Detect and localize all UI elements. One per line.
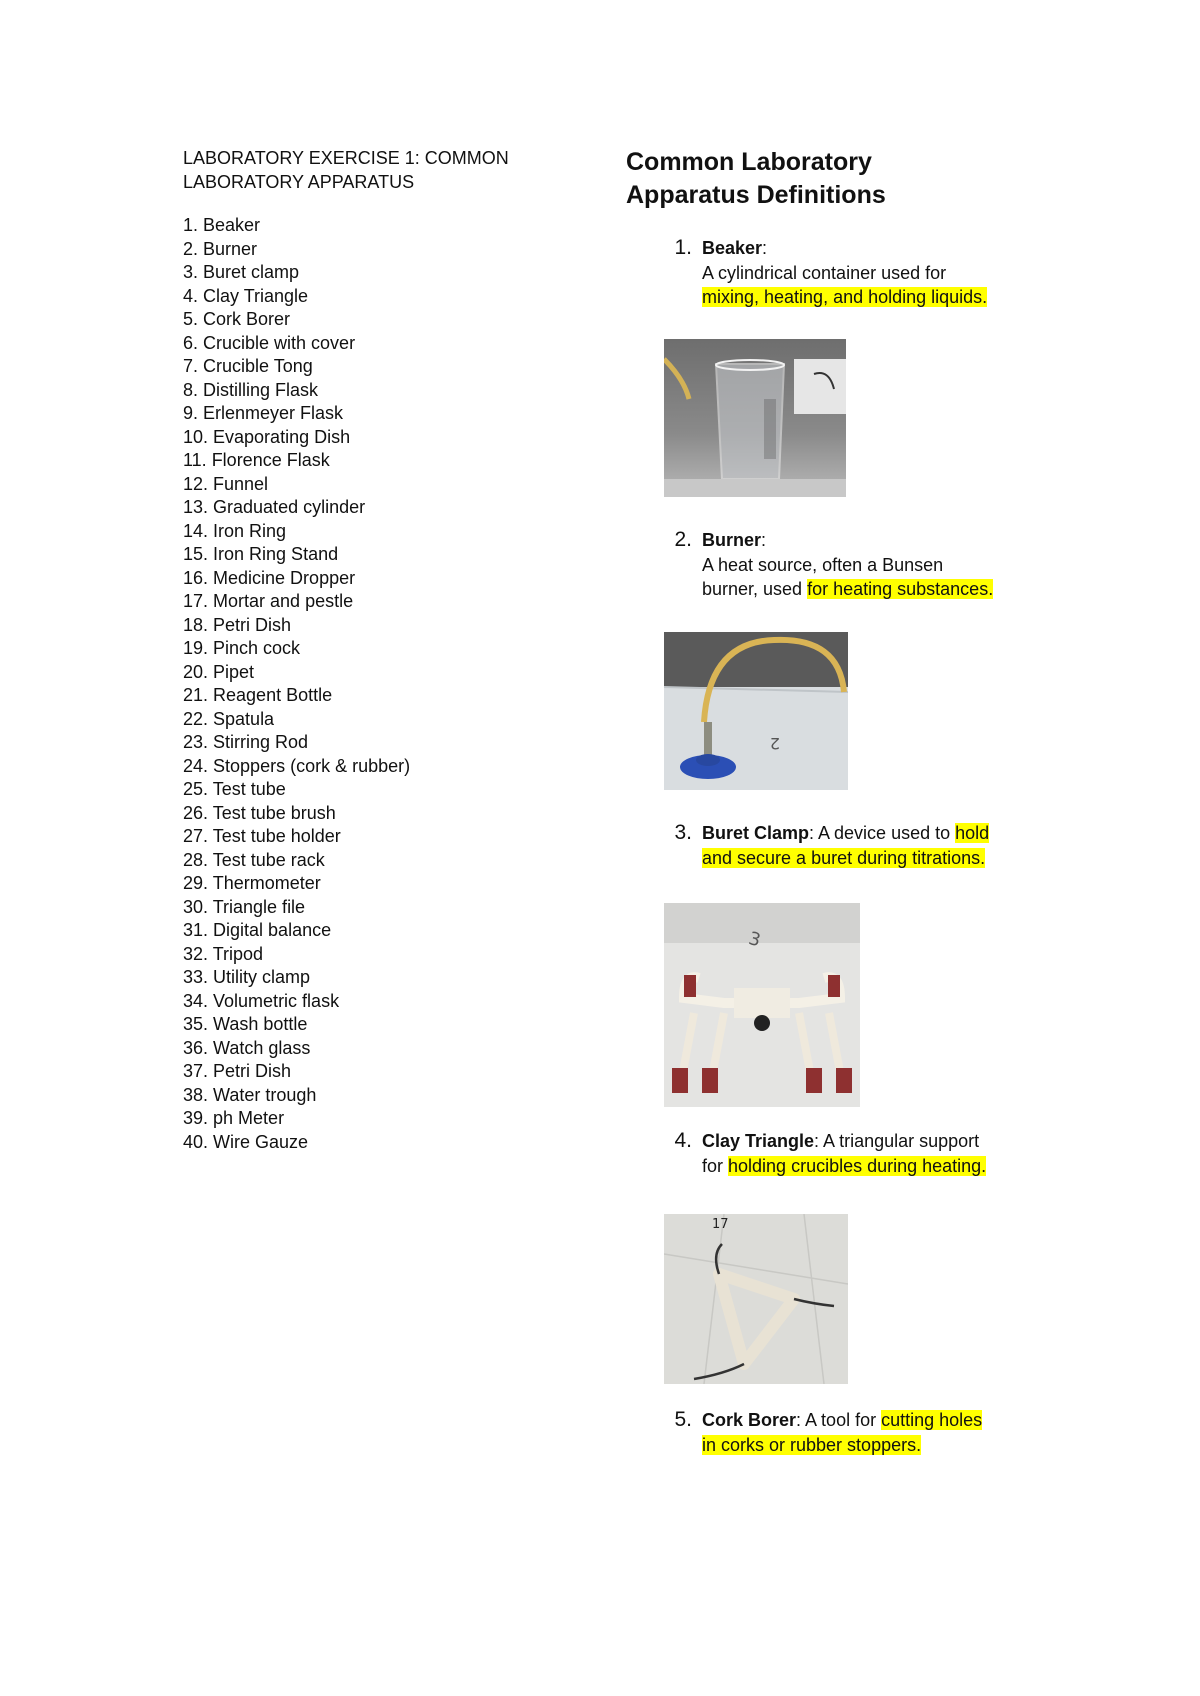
definition-clay-triangle: 4. Clay Triangle: A triangular support for holding crucibles during heating.	[626, 1129, 1046, 1178]
definition-cork-borer: 5. Cork Borer: A tool for cutting holes in corks or rubber stoppers.	[626, 1408, 1046, 1457]
apparatus-list-item: 25. Test tube	[183, 779, 286, 799]
apparatus-list-item: 38. Water trough	[183, 1084, 317, 1105]
exercise-title-line-2: LABORATORY APPARATUS	[183, 171, 415, 192]
definition-text: A heat source, often a Bunsen	[702, 554, 944, 575]
apparatus-list-item: 1. Beaker	[183, 215, 261, 235]
apparatus-list-item: 11. Florence Flask	[183, 450, 330, 470]
apparatus-list-item: 32. Tripod	[183, 943, 264, 964]
apparatus-list-item: 15. Iron Ring Stand	[183, 544, 339, 564]
apparatus-list-item: 16. Medicine Dropper	[183, 567, 356, 588]
apparatus-list-item: 14. Iron Ring	[183, 520, 287, 541]
definitions-column	[626, 146, 1046, 1455]
apparatus-list-item: 36. Watch glass	[183, 1037, 311, 1058]
clay-triangle-photo	[664, 1214, 848, 1384]
apparatus-list-item: 34. Volumetric flask	[183, 990, 340, 1011]
definition-term: Beaker	[702, 238, 763, 258]
highlighted-text: and secure a buret during titrations.	[702, 847, 986, 868]
apparatus-list-item: 31. Digital balance	[183, 920, 332, 940]
apparatus-list-item: 4. Clay Triangle	[183, 285, 309, 306]
beaker-photo	[664, 339, 846, 497]
definition-text: A cylindrical container used for	[702, 262, 947, 283]
apparatus-list-item: 33. Utility clamp	[183, 967, 311, 987]
apparatus-list-item: 10. Evaporating Dish	[183, 426, 351, 447]
definition-term: Cork Borer	[702, 1410, 797, 1430]
apparatus-list-item: 29. Thermometer	[183, 873, 321, 893]
definition-term: Buret Clamp	[702, 823, 810, 843]
apparatus-list-item: 26. Test tube brush	[183, 802, 336, 823]
apparatus-list-item: 22. Spatula	[183, 708, 275, 729]
highlighted-text: in corks or rubber stoppers.	[702, 1434, 922, 1455]
apparatus-list-item: 23. Stirring Rod	[183, 732, 309, 752]
apparatus-list-item: 19. Pinch cock	[183, 638, 301, 658]
definition-burner: 2. Burner: A heat source, often a Bunsen burner, used for heating substances.	[626, 528, 1046, 602]
highlighted-text: for heating substances.	[807, 579, 994, 599]
highlighted-text: hold	[955, 823, 990, 843]
apparatus-list-item: 30. Triangle file	[183, 896, 306, 917]
apparatus-list-item: 20. Pipet	[183, 661, 255, 682]
definition-number: 4.	[674, 1129, 692, 1152]
definition-term: Clay Triangle	[702, 1131, 815, 1151]
buret-clamp-photo-label: 3	[746, 928, 763, 952]
definitions-title-line-1: Common Laboratory	[626, 148, 872, 176]
apparatus-list-item: 40. Wire Gauze	[183, 1131, 309, 1152]
apparatus-list-item: 17. Mortar and pestle	[183, 591, 354, 611]
apparatus-list-item: 13. Graduated cylinder	[183, 497, 366, 517]
definitions-title-line-2: Apparatus Definitions	[626, 181, 886, 209]
clay-triangle-photo-label: 17	[712, 1217, 729, 1232]
apparatus-list-item: 6. Crucible with cover	[183, 332, 356, 353]
apparatus-list-item: 24. Stoppers (cork & rubber)	[183, 755, 411, 776]
highlighted-text: mixing, heating, and holding liquids.	[702, 287, 988, 307]
apparatus-list-item: 39. ph Meter	[183, 1108, 285, 1128]
definition-term: Burner	[702, 530, 762, 550]
highlighted-text: cutting holes	[881, 1410, 983, 1430]
definition-beaker: 1. Beaker: A cylindrical container used for mixing, heating, and holding liquids.	[626, 236, 1046, 310]
burner-photo-label: 2	[769, 734, 780, 753]
apparatus-list-item: 27. Test tube holder	[183, 826, 341, 846]
definition-number: 5.	[674, 1408, 692, 1431]
apparatus-list-item: 2. Burner	[183, 238, 258, 259]
exercise-column	[183, 147, 583, 1154]
burner-photo	[664, 632, 848, 790]
definition-number: 1.	[674, 236, 692, 259]
apparatus-list-item: 7. Crucible Tong	[183, 356, 313, 376]
apparatus-list-item: 3. Buret clamp	[183, 262, 300, 282]
apparatus-list-item: 28. Test tube rack	[183, 849, 325, 870]
apparatus-list-item: 18. Petri Dish	[183, 614, 292, 635]
exercise-title-line-1: LABORATORY EXERCISE 1: COMMON	[183, 148, 509, 168]
buret-clamp-photo	[664, 903, 860, 1107]
apparatus-list-item: 12. Funnel	[183, 473, 269, 494]
apparatus-list	[183, 214, 583, 1154]
highlighted-text: holding crucibles during heating.	[728, 1155, 987, 1176]
apparatus-list-item: 21. Reagent Bottle	[183, 685, 333, 705]
definition-buret-clamp: 3. Buret Clamp: A device used to hold and secure a buret during titrations.	[626, 821, 1046, 870]
definition-number: 2.	[674, 528, 692, 551]
definition-number: 3.	[674, 821, 692, 844]
apparatus-list-item: 37. Petri Dish	[183, 1061, 292, 1081]
apparatus-list-item: 8. Distilling Flask	[183, 379, 319, 400]
apparatus-list-item: 5. Cork Borer	[183, 309, 291, 329]
apparatus-list-item: 9. Erlenmeyer Flask	[183, 403, 344, 423]
apparatus-list-item: 35. Wash bottle	[183, 1014, 308, 1034]
